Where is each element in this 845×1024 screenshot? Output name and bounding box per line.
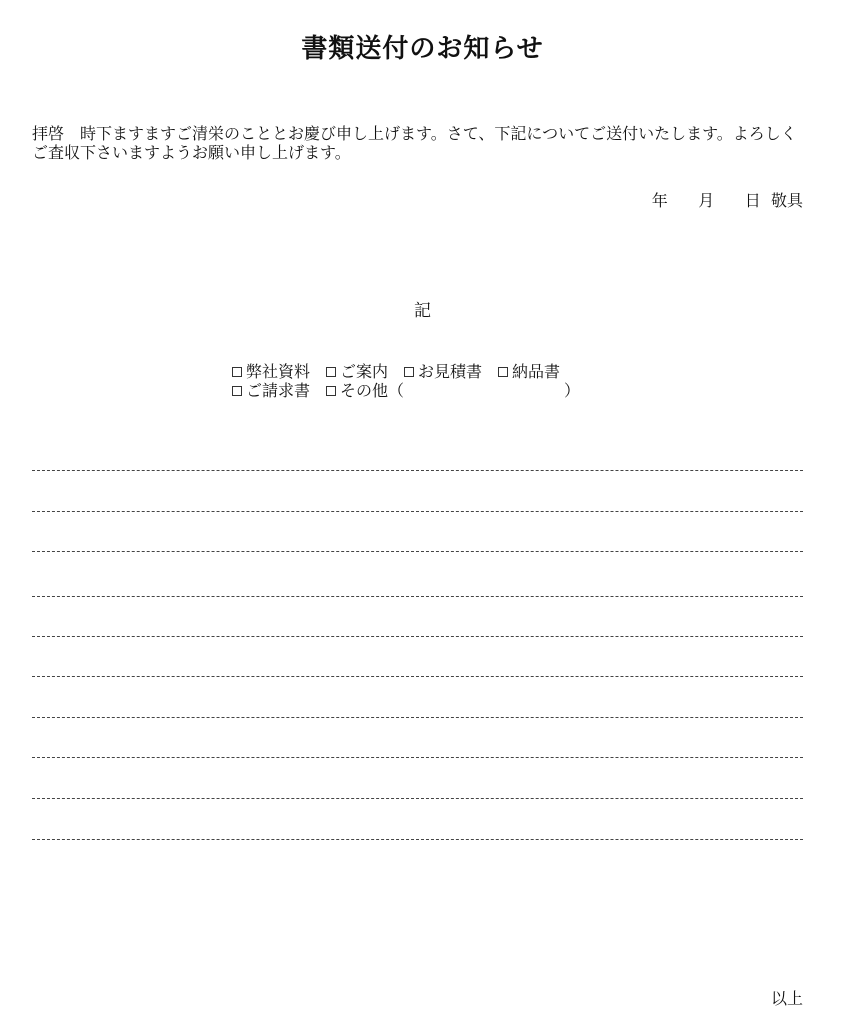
checkbox-label: その他 [340, 381, 389, 400]
writing-line [32, 596, 803, 597]
body-text: 拝啓 時下ますますご清栄のこととお慶び申し上げます。さて、下記についてご送付いたします。よろしくご査収下さいますようお願い申し上げます。 [32, 124, 797, 162]
writing-line [32, 717, 803, 718]
writing-line [32, 470, 803, 471]
checkbox-icon[interactable] [232, 386, 242, 396]
month-label: 月 [698, 191, 715, 210]
checkbox-icon[interactable] [404, 367, 414, 377]
paren-close: ） [564, 381, 581, 400]
checkbox-label: 弊社資料 [246, 362, 311, 381]
paren-open: （ [388, 381, 405, 400]
writing-line [32, 798, 803, 799]
writing-line [32, 757, 803, 758]
document-title: 書類送付のお知らせ [301, 34, 544, 64]
checkbox-label: お見積書 [418, 362, 483, 381]
closing-text: 以上 [770, 989, 803, 1008]
checkbox-icon[interactable] [326, 386, 336, 396]
year-label: 年 [651, 191, 668, 210]
checkbox-label: 納品書 [512, 362, 561, 381]
checkbox-other[interactable] [326, 381, 580, 400]
checkbox-guide[interactable] [326, 362, 388, 381]
date-line [652, 188, 803, 211]
writing-line [32, 551, 803, 552]
writing-line [32, 511, 803, 512]
writing-line [32, 839, 803, 840]
checkbox-invoice[interactable] [232, 381, 310, 400]
checklist-row [232, 381, 596, 400]
checkbox-estimate[interactable] [404, 362, 482, 381]
checkbox-delivery-note[interactable] [498, 362, 560, 381]
checkbox-label: ご請求書 [246, 381, 311, 400]
checkbox-company-materials[interactable] [232, 362, 310, 381]
day-label: 日 [744, 191, 761, 210]
checkbox-icon[interactable] [232, 367, 242, 377]
checkbox-icon[interactable] [498, 367, 508, 377]
checkbox-label: ご案内 [340, 362, 389, 381]
checkbox-icon[interactable] [326, 367, 336, 377]
writing-line [32, 676, 803, 677]
writing-line [32, 636, 803, 637]
keigu-label: 敬具 [770, 191, 803, 210]
document-checklist [232, 362, 596, 400]
checklist-row [232, 362, 596, 381]
ki-heading: 記 [414, 301, 431, 321]
